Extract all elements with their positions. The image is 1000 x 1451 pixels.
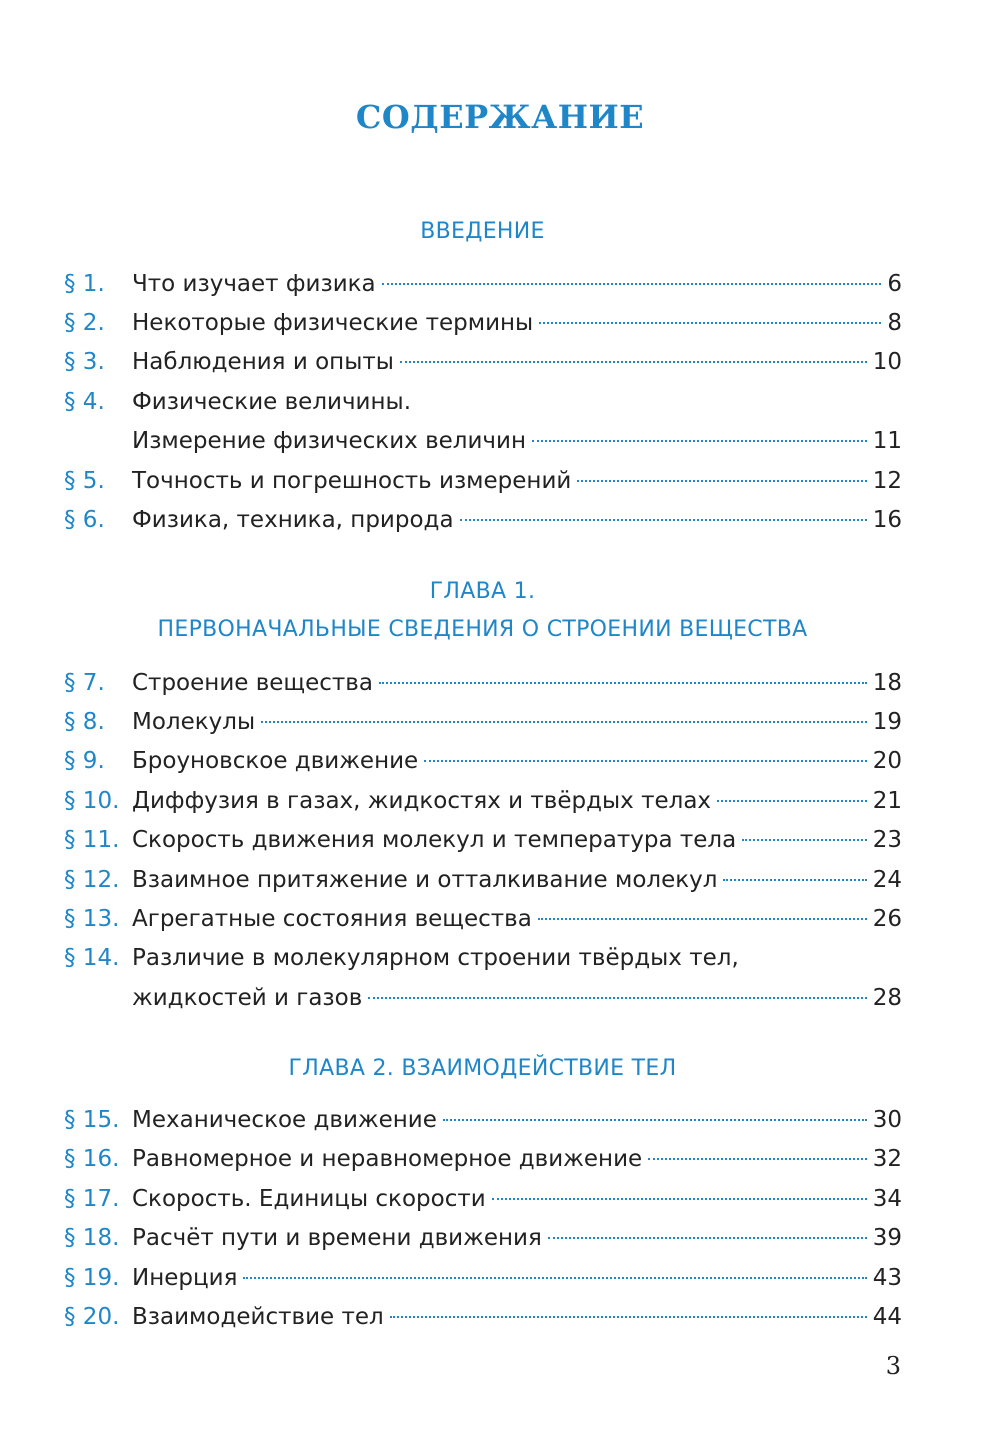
section-heading-chapter-2 bbox=[0, 1050, 965, 1088]
entry-title: Строение вещества bbox=[132, 670, 373, 696]
toc-entry[interactable] bbox=[64, 664, 902, 703]
dot-leader bbox=[577, 480, 866, 482]
dot-leader bbox=[382, 283, 882, 285]
entry-page: 18 bbox=[872, 670, 902, 696]
entry-page: 32 bbox=[872, 1146, 902, 1172]
dot-leader bbox=[379, 682, 867, 684]
toc-entry[interactable] bbox=[64, 1298, 902, 1337]
dot-leader bbox=[717, 800, 867, 802]
entry-page: 8 bbox=[887, 310, 902, 336]
paragraph-number: § 10. bbox=[64, 788, 120, 814]
paragraph-number: § 17. bbox=[64, 1186, 120, 1212]
entry-page: 20 bbox=[872, 748, 902, 774]
toc-entry[interactable] bbox=[64, 343, 902, 382]
paragraph-number: § 13. bbox=[64, 906, 120, 932]
entry-title: Что изучает физика bbox=[132, 271, 376, 297]
page-title: СОДЕРЖАНИЕ bbox=[355, 98, 645, 136]
toc-entry-continuation[interactable] bbox=[64, 422, 902, 461]
dot-leader bbox=[532, 440, 867, 442]
section-heading-introduction bbox=[0, 213, 965, 251]
section-heading-line: ГЛАВА 1. bbox=[429, 579, 536, 604]
paragraph-number: § 16. bbox=[64, 1146, 120, 1172]
toc-entry-continuation[interactable] bbox=[64, 979, 902, 1018]
entry-title: Наблюдения и опыты bbox=[132, 349, 394, 375]
entry-page: 24 bbox=[872, 867, 902, 893]
dot-leader bbox=[742, 839, 867, 841]
paragraph-number: § 18. bbox=[64, 1225, 120, 1251]
dot-leader bbox=[390, 1316, 867, 1318]
paragraph-number: § 11. bbox=[64, 827, 120, 853]
toc-entry[interactable] bbox=[64, 703, 902, 742]
paragraph-number: § 4. bbox=[64, 389, 105, 415]
dot-leader bbox=[368, 997, 866, 999]
dot-leader bbox=[243, 1277, 866, 1279]
page-number: 3 bbox=[885, 1352, 901, 1380]
toc-entry[interactable] bbox=[64, 821, 902, 860]
paragraph-number: § 12. bbox=[64, 867, 120, 893]
paragraph-number: § 7. bbox=[64, 670, 105, 696]
dot-leader bbox=[424, 760, 867, 762]
entry-page: 12 bbox=[872, 468, 902, 494]
paragraph-number: § 1. bbox=[64, 271, 105, 297]
toc-entry[interactable] bbox=[64, 1101, 902, 1140]
entry-title: Диффузия в газах, жидкостях и твёрдых телах bbox=[132, 788, 712, 814]
entry-title: Агрегатные состояния вещества bbox=[132, 906, 532, 932]
paragraph-number: § 6. bbox=[64, 507, 105, 533]
entry-title: Взаимодействие тел bbox=[132, 1304, 384, 1330]
entry-page: 21 bbox=[872, 788, 902, 814]
toc-entry[interactable] bbox=[64, 939, 902, 978]
entry-page: 26 bbox=[872, 906, 902, 932]
toc-entry[interactable] bbox=[64, 265, 902, 304]
toc-entry[interactable] bbox=[64, 1259, 902, 1298]
paragraph-number: § 2. bbox=[64, 310, 105, 336]
paragraph-number: § 15. bbox=[64, 1107, 120, 1133]
entry-title: Равномерное и неравномерное движение bbox=[132, 1146, 643, 1172]
paragraph-number: § 5. bbox=[64, 468, 105, 494]
entry-title: Расчёт пути и времени движения bbox=[132, 1225, 542, 1251]
toc-entry[interactable] bbox=[64, 501, 902, 540]
dot-leader bbox=[460, 519, 867, 521]
entry-page: 30 bbox=[872, 1107, 902, 1133]
entry-title: Броуновское движение bbox=[132, 748, 419, 774]
dot-leader bbox=[443, 1119, 867, 1121]
entry-page: 10 bbox=[872, 349, 902, 375]
dot-leader bbox=[261, 721, 867, 723]
entry-page: 16 bbox=[872, 507, 902, 533]
toc-entry[interactable] bbox=[64, 1140, 902, 1179]
toc-entry[interactable] bbox=[64, 900, 902, 939]
entry-title: Взаимное притяжение и отталкивание молекул bbox=[132, 867, 718, 893]
entry-page: 43 bbox=[872, 1265, 902, 1291]
entry-title: Различие в молекулярном строении твёрдых тел, bbox=[132, 945, 739, 971]
entry-title: Инерция bbox=[132, 1265, 238, 1291]
paragraph-number: § 14. bbox=[64, 945, 120, 971]
toc-entry[interactable] bbox=[64, 1219, 902, 1258]
toc-entry[interactable] bbox=[64, 861, 902, 900]
entry-title: Скорость движения молекул и температура тела bbox=[132, 827, 737, 853]
toc-entry[interactable] bbox=[64, 462, 902, 501]
toc-entry[interactable] bbox=[64, 383, 902, 422]
entry-title: Точность и погрешность измерений bbox=[132, 468, 572, 494]
entry-page: 44 bbox=[872, 1304, 902, 1330]
paragraph-number: § 3. bbox=[64, 349, 105, 375]
entry-title: Скорость. Единицы скорости bbox=[132, 1186, 486, 1212]
entry-title: Физические величины. bbox=[132, 389, 412, 415]
dot-leader bbox=[492, 1198, 867, 1200]
dot-leader bbox=[723, 879, 866, 881]
entry-title: Физика, техника, природа bbox=[132, 507, 454, 533]
entry-page: 23 bbox=[872, 827, 902, 853]
dot-leader bbox=[538, 918, 867, 920]
entry-page: 39 bbox=[872, 1225, 902, 1251]
entry-title: Механическое движение bbox=[132, 1107, 437, 1133]
toc-entry[interactable] bbox=[64, 742, 902, 781]
dot-leader bbox=[648, 1158, 867, 1160]
toc-entry[interactable] bbox=[64, 304, 902, 343]
section-heading-line: ВВЕДЕНИЕ bbox=[420, 219, 545, 244]
entry-title: Молекулы bbox=[132, 709, 256, 735]
section-heading-line: ГЛАВА 2. ВЗАИМОДЕЙСТВИЕ ТЕЛ bbox=[288, 1056, 677, 1081]
toc-entry[interactable] bbox=[64, 782, 902, 821]
paragraph-number: § 19. bbox=[64, 1265, 120, 1291]
dot-leader bbox=[548, 1237, 867, 1239]
paragraph-number: § 8. bbox=[64, 709, 105, 735]
entry-page: 28 bbox=[872, 985, 902, 1011]
entry-title-continuation: Измерение физических величин bbox=[132, 428, 526, 454]
dot-leader bbox=[400, 361, 867, 363]
entry-page: 11 bbox=[872, 428, 902, 454]
section-heading-chapter-1 bbox=[0, 573, 965, 649]
toc-entry[interactable] bbox=[64, 1180, 902, 1219]
entry-page: 19 bbox=[872, 709, 902, 735]
entry-page: 34 bbox=[872, 1186, 902, 1212]
section-heading-line: ПЕРВОНАЧАЛЬНЫЕ СВЕДЕНИЯ О СТРОЕНИИ ВЕЩЕСТВА bbox=[157, 617, 808, 642]
paragraph-number: § 9. bbox=[64, 748, 105, 774]
entry-page: 6 bbox=[887, 271, 902, 297]
paragraph-number: § 20. bbox=[64, 1304, 120, 1330]
entry-title-continuation: жидкостей и газов bbox=[132, 985, 363, 1011]
entry-title: Некоторые физические термины bbox=[132, 310, 534, 336]
dot-leader bbox=[539, 322, 881, 324]
